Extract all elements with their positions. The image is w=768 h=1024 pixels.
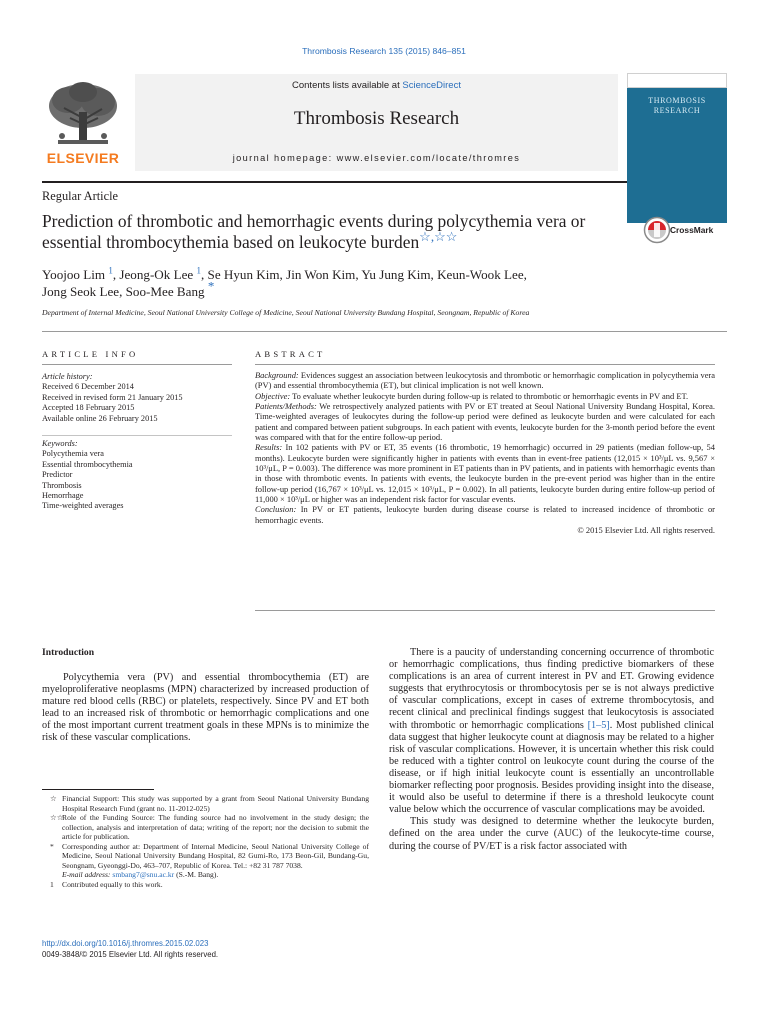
cover-title-line2: RESEARCH — [653, 106, 701, 115]
right-column-text — [389, 647, 714, 853]
introduction-heading: Introduction — [42, 647, 95, 658]
abstract-methods — [255, 401, 715, 442]
history-revised: Received in revised form 21 January 2015 — [42, 392, 183, 402]
conclusion-label: Conclusion: — [255, 504, 297, 515]
crossmark-label[interactable]: CrossMark — [670, 225, 714, 235]
methods-text: We retrospectively analyzed patients with PV or ET treated at Seoul National University Bundang Hospital, Korea. Time-weighted averages of leukocytes during the follow-up period were defined as leukocyte burden and were calculated for each patient and compared between patient subgroups. In each patient with events, leukocyte burden for the 3-month period before the event was compared with that for the entire follow-up period. — [255, 401, 715, 443]
footnote-text: Financial Support: This study was supported by a grant from Seoul National University Bundang Hospital Research Fund (grant no. 11-2012-025) — [62, 794, 369, 813]
keyword-item: Polycythemia vera — [42, 449, 104, 459]
journal-cover-top-strip — [627, 73, 727, 88]
article-title — [42, 211, 622, 253]
keywords — [42, 439, 237, 512]
author-footnote-1b[interactable]: 1 — [196, 265, 201, 276]
footnotes — [42, 794, 369, 889]
footnote-corresponding — [42, 842, 369, 871]
methods-label: Patients/Methods: — [255, 401, 317, 412]
keywords-divider — [42, 435, 232, 436]
article-info-divider — [42, 364, 232, 365]
abstract-conclusion — [255, 504, 715, 525]
journal-reference[interactable]: Thrombosis Research 135 (2015) 846–851 — [302, 46, 466, 56]
author-list — [42, 266, 662, 300]
body-paragraph-part-a: There is a paucity of understanding concerning occurrence of thrombotic or hemorrhagic complications, thus finding predictive biomarkers of these complications is an area of current interest in PV and ET. Growing evidence suggests that erythrocytosis or thrombocytosis per se is not always predictive of vascular complications, except in cases of extreme thrombocytosis, and recent clinical and preclinical findings suggest that leukocytosis is associated with thrombotic or hemorrhagic complications — [389, 647, 714, 731]
footnote-mark: ☆ — [50, 794, 57, 803]
author-lim: Yoojoo Lim — [42, 267, 109, 282]
affiliation-divider — [42, 331, 727, 332]
footnote-text: Contributed equally to this work. — [62, 879, 163, 889]
history-received: Received 6 December 2014 — [42, 382, 134, 392]
journal-title: Thrombosis Research — [293, 108, 460, 129]
objective-text: To evaluate whether leukocyte burden during follow-up is related to thrombotic or hemorrhagic events in PV and ET. — [290, 390, 689, 401]
footnote-mark: ☆☆ — [50, 813, 64, 822]
objective-label: Objective: — [255, 390, 291, 401]
keyword-item: Thrombosis — [42, 480, 82, 490]
email-link[interactable]: smbang7@snu.ac.kr — [112, 870, 175, 879]
keyword-item: Essential thrombocythemia — [42, 459, 133, 469]
abstract-bottom-divider — [255, 610, 715, 611]
history-online: Available online 26 February 2015 — [42, 413, 158, 423]
author-lee: , Jeong-Ok Lee — [112, 267, 197, 282]
issn-line: 0049-3848/© 2015 Elsevier Ltd. All rights reserved. — [42, 950, 219, 959]
author-footnote-1[interactable]: 1 — [108, 265, 113, 276]
conclusion-text: In PV or ET patients, leukocyte burden during disease course is related to increased incidence of thrombotic or hemorrhagic events. — [255, 504, 715, 525]
journal-homepage — [135, 153, 618, 163]
footnote-mark: * — [50, 841, 54, 851]
history-accepted: Accepted 18 February 2015 — [42, 403, 135, 413]
sciencedirect-link[interactable]: ScienceDirect — [402, 80, 461, 91]
citation-link[interactable]: [1–5] — [587, 719, 610, 731]
introduction-paragraph: Polycythemia vera (PV) and essential thrombocythemia (ET) are myeloproliferative neoplasms (MPN) characterized by increased production of mature red blood cells (RBC) or platelets, respectively. Since PV and ET both lead to an increased risk of thrombotic or hemorrhagic complications and one of the most important current treatment goals in these MPNs is to minimize the risk of these vascular complications. — [42, 672, 369, 744]
abstract-copyright: © 2015 Elsevier Ltd. All rights reserved. — [577, 525, 715, 536]
abstract-heading: ABSTRACT — [255, 349, 326, 359]
footnote-equal-contribution — [42, 880, 369, 890]
homepage-url[interactable]: www.elsevier.com/locate/thromres — [336, 153, 521, 163]
keyword-item: Time-weighted averages — [42, 501, 124, 511]
article-history — [42, 372, 237, 424]
results-label: Results: — [255, 442, 283, 453]
footnote-text: Role of the Funding Source: The funding source had no involvement in the study design; the collection, analysis and interpretation of data; writing of the report; nor the decision to submit the article for publication. — [62, 813, 369, 841]
history-label: Article history: — [42, 372, 93, 381]
footnote-divider — [42, 789, 154, 790]
keyword-item: Hemorrhage — [42, 491, 84, 501]
results-text: In 102 patients with PV or ET, 35 events (16 thrombotic, 19 hemorrhagic) occurred in 29 patients (median follow-up, 54 months). Leukocyte burden were significantly higher in patients with events than in event-free patients (12,015 × 10³/μL vs. 9,567 × 10³/μL, P = 0.003). The difference was more prominent in ET patients than in PV patients, and in patients with hemorrhagic events than in those with thrombotic events. In patients with events, the leukocyte burden in the pre-event period was higher than in the entire follow-up period (16,767 × 10³/μL vs. 12,015 × 10³/μL, P = 0.002). In all patients, leukocyte burden during entire follow-up period of 11,000 × 10³/μL or higher was an independent risk factor for vascular events. — [255, 442, 715, 505]
cover-title-line1: THROMBOSIS — [648, 96, 706, 105]
homepage-prefix: journal homepage: — [232, 153, 337, 163]
keyword-item: Predictor — [42, 470, 73, 480]
abstract-results — [255, 442, 715, 504]
footnote-text: Corresponding author at: Department of Internal Medicine, Seoul National University College of Medicine, Seoul National University Bundang Hospital, 82 Gumi-Ro, 173 Beon-Gil, Bundang-Gu, Seongnam, Gyeonggi-Do, 463–707, Republic of Korea. Tel.: +82 31 787 7038. — [62, 841, 369, 870]
background-text: Evidences suggest an association between leukocytosis and thrombotic or hemorrhagic complication in polycythemia vera (PV) and essential thrombocythemia (ET), but clinical implication is not well known. — [255, 370, 715, 391]
corresponding-author-mark[interactable]: * — [207, 278, 215, 294]
contents-line — [135, 80, 618, 91]
title-footnote-marks[interactable]: ☆,☆☆ — [419, 229, 458, 245]
email-label: E-mail address: — [62, 870, 111, 879]
abstract-objective — [255, 391, 715, 401]
abstract-background — [255, 370, 715, 391]
contents-prefix: Contents lists available at — [292, 80, 403, 91]
background-label: Background: — [255, 370, 299, 380]
doi-link[interactable]: http://dx.doi.org/10.1016/j.thromres.2015.02.023 — [42, 939, 209, 948]
footnote-mark: 1 — [50, 879, 54, 889]
footnote-email — [42, 870, 369, 880]
keywords-label: Keywords: — [42, 439, 78, 448]
article-type: Regular Article — [42, 189, 119, 203]
article-title-text: Prediction of thrombotic and hemorrhagic events during polycythemia vera or essential thrombocythemia based on leukocyte burden — [42, 211, 586, 252]
authors-line2: Jong Seok Lee, Soo-Mee Bang — [42, 284, 208, 299]
body-paragraph-part-b: . Most published clinical data suggest that higher leukocyte count at diagnosis may be related to a higher risk of vascular complications. However, it is uncertain whether this risk could be reduced with a tighter control on leukocyte count during the course of the disease, or if high initial leukocyte count is essentially an uncontrollable biomarker reflecting poor prognosis. Besides providing insight into the disease, it would also be useful to determine if there is a threshold leukocyte count value below which the occurrence of vascular complications may be avoided. — [389, 719, 715, 816]
journal-cover-title — [627, 96, 727, 116]
elsevier-wordmark: ELSEVIER — [46, 150, 120, 166]
header-divider — [42, 181, 727, 183]
article-info-heading: ARTICLE INFO — [42, 349, 139, 359]
abstract-body — [255, 370, 715, 536]
abstract-divider — [255, 364, 715, 365]
footnote-funding-role — [42, 813, 369, 842]
body-paragraph: This study was designed to determine whether the leukocyte burden, defined on the area under the curve (AUC) of the leukocyte-time course, during the course of PV/ET is a risk factor associated with — [389, 816, 714, 852]
email-suffix: (S.-M. Bang). — [174, 870, 219, 879]
footnote-financial — [42, 794, 369, 813]
affiliation: Department of Internal Medicine, Seoul National University College of Medicine, Seoul National University Bundang Hospital, Seongnam, Republic of Korea — [42, 308, 530, 317]
body-paragraph — [389, 647, 714, 816]
authors-rest: , Se Hyun Kim, Jin Won Kim, Yu Jung Kim, Keun-Wook Lee, — [200, 267, 527, 282]
